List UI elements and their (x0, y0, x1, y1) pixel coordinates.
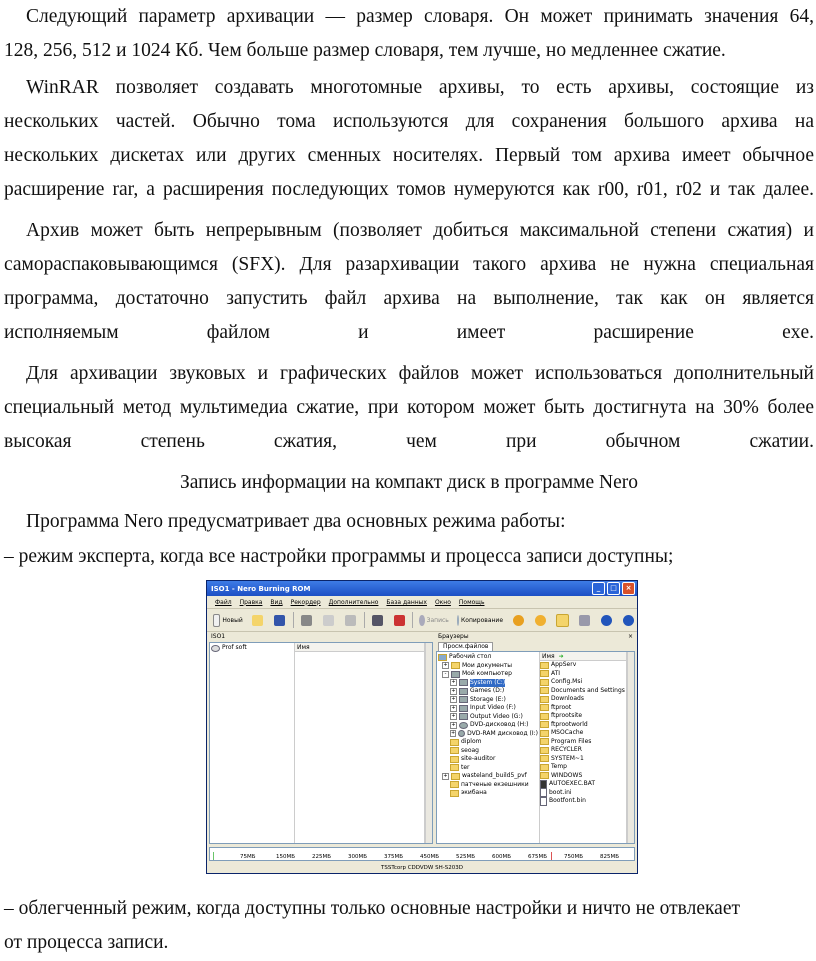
ruler-tick: 225МБ (312, 854, 332, 860)
folder-tree (437, 652, 540, 843)
file-name: ftprootworld (551, 720, 588, 728)
tree-item[interactable] (438, 696, 538, 705)
save-icon (274, 615, 285, 626)
tree-label: Games (D:) (470, 687, 505, 694)
p2-line3: нескольких дискетах или других сменных носителях. Первый том архива имеет обычное (4, 145, 814, 166)
tree-item[interactable] (438, 670, 538, 679)
copy-icon (323, 615, 334, 626)
menu-help[interactable]: Помощь (458, 598, 485, 606)
file-name: Config.Msi (551, 678, 583, 685)
browser-button[interactable] (553, 612, 571, 628)
file-name: WINDOWS (551, 771, 583, 779)
file-name: AUTOEXEC.BAT (549, 780, 596, 787)
compilation-files (295, 643, 425, 843)
tree-label: DVD-RAM дисковод (I:) (467, 729, 538, 737)
drive-icon (459, 705, 468, 712)
folder-icon (540, 662, 549, 669)
ruler-tick: 825МБ (600, 854, 620, 860)
expand-icon[interactable]: + (451, 721, 456, 728)
tree-item[interactable] (438, 662, 538, 671)
file-name: ftprootsite (551, 712, 583, 719)
drive-icon (459, 679, 468, 686)
menu-extras[interactable]: Дополнительно (328, 598, 379, 606)
menu-database[interactable]: База данных (386, 598, 427, 606)
folder-icon (540, 764, 549, 771)
ruler-tick: 300МБ (348, 854, 368, 860)
menu-file[interactable]: Файл (215, 598, 232, 606)
tree-label: diplom (461, 738, 482, 745)
ruler-tick: 600МБ (492, 854, 512, 860)
file-name: AppServ (551, 661, 577, 668)
recorder-icon (579, 615, 590, 626)
tree-label: site-auditor (461, 755, 496, 762)
open-button[interactable] (249, 612, 267, 628)
properties-button[interactable] (368, 612, 386, 628)
dvd-drive-icon (459, 722, 468, 729)
browser-pane (436, 631, 635, 844)
help-button[interactable] (619, 612, 637, 628)
list-item[interactable] (540, 695, 626, 704)
close-pane-icon[interactable]: × (627, 633, 633, 640)
browser-title: Браузеры (438, 633, 469, 640)
tree-label: ter (461, 763, 470, 771)
file-icon (540, 797, 547, 806)
drive-icon (459, 713, 468, 720)
nero-window (206, 580, 638, 874)
expand-icon[interactable]: + (451, 679, 456, 686)
folder-icon (540, 670, 549, 677)
tree-label-selected: System (C:) (470, 678, 506, 686)
folder-icon (451, 662, 460, 669)
folder-icon (540, 747, 549, 754)
statusbar (207, 862, 637, 873)
tree-label: DVD-дисковод (H:) (470, 721, 529, 728)
tree-item[interactable] (438, 764, 538, 773)
scrollbar[interactable] (627, 652, 634, 843)
file-list-header (540, 652, 626, 661)
paragraph-multimedia (4, 357, 814, 459)
file-name: RECYCLER (551, 746, 582, 753)
column-header-name[interactable]: Имя (542, 652, 555, 660)
list-item[interactable] (540, 789, 626, 798)
tree-label: Input Video (F:) (470, 704, 516, 711)
file-name: Program Files (551, 737, 592, 745)
folder-icon (450, 739, 459, 746)
toolbar-separator (293, 612, 294, 628)
list-item[interactable] (540, 772, 626, 781)
new-document-icon (213, 614, 220, 627)
list-item[interactable] (540, 661, 626, 670)
p4-line3: высокая степень сжатия, чем при обычном сжатии. (4, 431, 814, 452)
browser-body (436, 651, 635, 844)
file-name: Documents and Settings (551, 686, 625, 694)
folder-icon (540, 755, 549, 762)
p3-line1: Архив может быть непрерывным (позволяет добиться максимальной степени сжатия) и (26, 220, 814, 241)
file-name: MSOCache (551, 729, 584, 736)
tree-item[interactable] (438, 738, 538, 747)
tree-item[interactable] (438, 772, 538, 781)
dvd-drive-icon (458, 730, 465, 737)
file-name: Downloads (551, 695, 584, 702)
save-button[interactable] (271, 612, 289, 628)
disc-info-icon (535, 615, 546, 626)
toolbar-separator (364, 612, 365, 628)
scrollbar[interactable] (425, 643, 432, 843)
new-button-label: Новый (222, 616, 243, 624)
cut-button[interactable] (298, 612, 316, 628)
help-icon (623, 615, 634, 626)
folder-icon (540, 730, 549, 737)
p2-line1: WinRAR позволяет создавать многотомные архивы, то есть архивы, состоящие из (26, 77, 814, 98)
maximize-icon[interactable]: □ (607, 582, 620, 595)
window-titlebar (207, 581, 637, 596)
menu-recorder[interactable]: Рекордер (290, 598, 321, 606)
file-name: Bootfont.bin (549, 797, 586, 804)
expand-icon[interactable]: + (451, 704, 456, 711)
info-button[interactable] (597, 612, 615, 628)
browser-folder-icon (556, 614, 569, 627)
disc-icon (211, 645, 220, 652)
menu-view[interactable]: Вид (270, 598, 283, 606)
list-item[interactable] (540, 721, 626, 730)
compilation-tree (210, 643, 295, 843)
disc-info-button[interactable] (531, 612, 549, 628)
paragraph-multivolume (4, 71, 814, 207)
copy-disc-label: Копирование (461, 616, 504, 624)
collapse-icon[interactable]: - (442, 671, 449, 678)
info-icon (601, 615, 612, 626)
file-name: SYSTEM~1 (551, 754, 584, 762)
ruler-limit-marker: | (550, 851, 553, 860)
cut-icon (301, 615, 312, 626)
capacity-ruler (209, 847, 635, 861)
folder-icon (450, 790, 459, 797)
tree-item[interactable] (438, 679, 538, 688)
folder-icon (450, 756, 459, 763)
list-item[interactable] (540, 670, 626, 679)
list-item[interactable] (540, 780, 626, 789)
folder-icon (540, 721, 549, 728)
p4-line1: Для архивации звуковых и графических файлов может использоваться дополнительный (26, 363, 814, 384)
computer-icon (451, 671, 460, 678)
drive-icon (459, 688, 468, 695)
expand-icon[interactable]: + (451, 687, 456, 694)
paste-button[interactable] (342, 612, 360, 628)
bullet-light-mode (4, 892, 814, 960)
bullet2-line1: – облегченный режим, когда доступны только основные настройки и ничто не отвлекает (4, 898, 741, 919)
list-item[interactable] (540, 797, 626, 806)
tree-label: Мой компьютер (462, 670, 512, 677)
expand-icon[interactable]: + (451, 713, 456, 720)
erase-icon (394, 615, 405, 626)
toolbar-separator (412, 612, 413, 628)
expand-icon[interactable]: + (451, 730, 456, 737)
tree-item[interactable] (438, 730, 538, 739)
folder-icon (540, 679, 549, 686)
burn-disc-icon (419, 615, 424, 626)
p2-line2: нескольких частей. Обычно тома используются для сохранения большого архива на (4, 111, 814, 132)
compilation-root-label: Prof soft (222, 644, 247, 651)
tree-item[interactable] (438, 781, 538, 790)
open-folder-icon (252, 615, 263, 626)
ruler-tick: 675МБ (528, 854, 548, 860)
compilation-pane (209, 631, 433, 844)
bullet2-line2: от процесса записи. (4, 932, 169, 953)
column-header-name[interactable]: Имя (295, 643, 424, 652)
folder-icon (540, 687, 549, 694)
expand-icon[interactable]: + (443, 662, 448, 669)
file-name: boot.ini (549, 788, 572, 796)
p3-line3: программа, достаточно запустить файл архива на выполнение, так как он является (4, 288, 814, 309)
folder-icon (540, 772, 549, 779)
list-item[interactable] (540, 678, 626, 687)
tree-label: Output Video (G:) (470, 712, 523, 720)
window-title: ISO1 - Nero Burning ROM (211, 584, 311, 593)
section-heading: Запись информации на компакт диск в программе Nero (179, 472, 639, 493)
folder-icon (450, 781, 459, 788)
file-name: ftproot (551, 703, 572, 711)
ruler-marker-icon: | (212, 851, 215, 860)
file-list (540, 652, 627, 843)
tree-label: Storage (E:) (470, 695, 506, 703)
desktop-icon (438, 654, 447, 661)
list-item[interactable] (540, 712, 626, 721)
paste-icon (345, 615, 356, 626)
p1-line1: Следующий параметр архивации — размер словаря. Он может принимать значения 64, (26, 6, 814, 27)
list-item[interactable] (540, 763, 626, 772)
ruler-tick: 75МБ (240, 854, 256, 860)
list-item[interactable] (540, 687, 626, 696)
expand-icon[interactable]: + (451, 696, 456, 703)
list-item[interactable] (540, 738, 626, 747)
list-item[interactable] (540, 755, 626, 764)
burn-button[interactable] (417, 612, 451, 628)
tree-label: Мои документы (462, 661, 513, 669)
tree-item[interactable] (438, 687, 538, 696)
folder-icon (540, 696, 549, 703)
folder-icon (450, 764, 459, 771)
browser-pane-header (436, 631, 635, 642)
minimize-icon[interactable]: _ (592, 582, 605, 595)
ruler-tick: 375МБ (384, 854, 404, 860)
erase-button[interactable] (390, 612, 408, 628)
tree-item[interactable] (438, 721, 538, 730)
ruler-tick: 450МБ (420, 854, 440, 860)
new-button[interactable] (211, 612, 245, 628)
compilation-body (209, 642, 433, 844)
tree-item[interactable] (438, 653, 538, 662)
paragraph-nero-modes: Программа Nero предусматривает два основных режима работы: (26, 511, 566, 532)
copy-disc-icon (457, 615, 459, 626)
drive-icon (459, 696, 468, 703)
close-icon[interactable]: × (622, 582, 635, 595)
tree-label: патченые екзешники (461, 780, 529, 788)
tree-label: wasteland_build5_pvf (462, 772, 527, 779)
media-icon (513, 615, 524, 626)
copy-disc-button[interactable] (455, 612, 505, 628)
copy-file-button[interactable] (320, 612, 338, 628)
tree-label: seoag (461, 746, 479, 754)
tree-item[interactable] (438, 755, 538, 764)
p1-line2: 128, 256, 512 и 1024 Кб. Чем больше размер словаря, тем лучше, но медленнее сжатие. (4, 40, 726, 61)
properties-icon (372, 615, 383, 626)
compilation-pane-header (209, 631, 433, 642)
list-item[interactable] (540, 729, 626, 738)
recorder-button[interactable] (575, 612, 593, 628)
media-button[interactable] (509, 612, 527, 628)
toolbar (207, 609, 637, 632)
bullet-expert-mode: – режим эксперта, когда все настройки программы и процесса записи доступны; (4, 546, 674, 567)
folder-icon (540, 704, 549, 711)
tree-item[interactable] (438, 789, 538, 798)
sort-arrow-icon: ➜ (558, 652, 564, 660)
expand-icon[interactable]: + (443, 772, 448, 779)
file-name: Temp (551, 763, 567, 770)
tree-item[interactable] (211, 644, 293, 653)
tree-item[interactable] (438, 713, 538, 722)
p3-line2: самораспаковывающимся (SFX). Для разархивации такого архива не нужна специальная (4, 254, 814, 275)
folder-icon (451, 773, 460, 780)
burn-button-label: Запись (426, 616, 449, 624)
p3-line4: исполняемым файлом и имеет расширение exe. (4, 322, 814, 343)
tree-item[interactable] (438, 704, 538, 713)
file-name: ATI (551, 669, 561, 677)
paragraph-sfx (4, 214, 814, 350)
compilation-title: ISO1 (211, 633, 226, 640)
folder-icon (540, 713, 549, 720)
p2-line4: расширение rar, а расширения последующих томов нумеруются как r00, r01, r02 и так далее. (4, 179, 814, 200)
menubar (207, 596, 637, 609)
ruler-tick: 150МБ (276, 854, 296, 860)
tree-label: Рабочий стол (449, 653, 492, 660)
paragraph-dictionary-size (4, 0, 814, 68)
ruler-tick: 525МБ (456, 854, 476, 860)
list-item[interactable] (540, 704, 626, 713)
tree-item[interactable] (438, 747, 538, 756)
browser-tabs (436, 642, 635, 651)
folder-icon (450, 747, 459, 754)
recorder-status: TSSTcorp CDDVDW SH-S203D (381, 864, 463, 871)
ruler-tick: 750МБ (564, 854, 584, 860)
menu-edit[interactable]: Правка (239, 598, 263, 606)
list-item[interactable] (540, 746, 626, 755)
p4-line2: специальный метод мультимедиа сжатие, при котором может быть достигнута на 30% более (4, 397, 814, 418)
tab-file-browser[interactable]: Просм.файлов (438, 642, 493, 651)
panes (209, 631, 635, 844)
menu-window[interactable]: Окно (434, 598, 451, 606)
folder-icon (540, 738, 549, 745)
tree-label: экибана (461, 789, 487, 796)
